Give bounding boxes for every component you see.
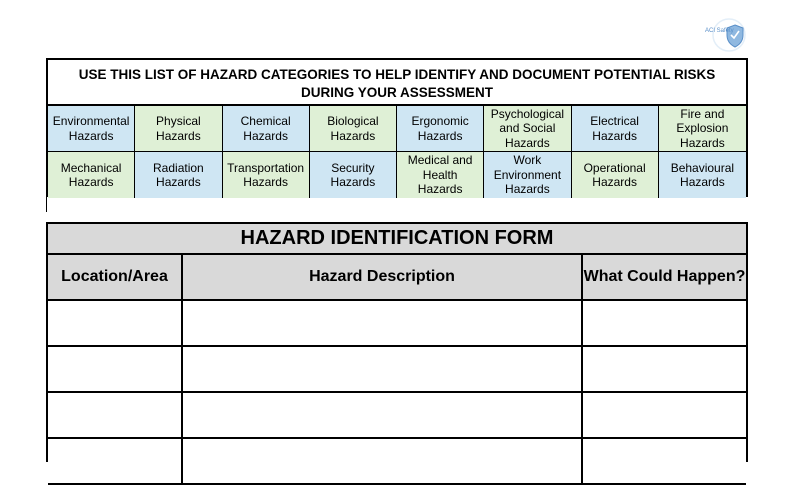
category-cell: Electrical Hazards (572, 106, 659, 152)
category-cell: Fire and Explosion Hazards (659, 106, 746, 152)
category-cell: Radiation Hazards (135, 152, 222, 198)
column-header-location: Location/Area (48, 255, 183, 299)
location-cell[interactable] (48, 347, 183, 391)
category-cell: Biological Hazards (310, 106, 397, 152)
categories-grid (48, 104, 746, 199)
category-cell: Chemical Hazards (223, 106, 310, 152)
location-cell[interactable] (48, 301, 183, 345)
divider (46, 197, 47, 212)
form-row (48, 393, 746, 439)
hazard-categories-table (46, 58, 748, 197)
column-header-what-could-happen: What Could Happen? (583, 268, 746, 285)
location-cell[interactable] (48, 393, 183, 437)
logo-text: ACI Safety (705, 28, 734, 34)
what-could-happen-cell[interactable] (583, 439, 746, 483)
form-row (48, 301, 746, 347)
category-cell: Environmental Hazards (48, 106, 135, 152)
category-cell: Operational Hazards (572, 152, 659, 198)
what-could-happen-cell[interactable] (583, 347, 746, 391)
form-row (48, 347, 746, 393)
what-could-happen-cell[interactable] (583, 301, 746, 345)
category-cell: Physical Hazards (135, 106, 222, 152)
form-row (48, 439, 746, 485)
hazard-description-cell[interactable] (183, 301, 583, 345)
category-cell: Psychological and Social Hazards (484, 106, 571, 152)
location-cell[interactable] (48, 439, 183, 483)
company-logo (703, 18, 747, 52)
hazard-description-cell[interactable] (183, 393, 583, 437)
what-could-happen-cell[interactable] (583, 393, 746, 437)
category-cell: Ergonomic Hazards (397, 106, 484, 152)
category-cell: Transportation Hazards (223, 152, 310, 198)
category-cell: Security Hazards (310, 152, 397, 198)
category-cell: Mechanical Hazards (48, 152, 135, 198)
hazard-description-cell[interactable] (183, 347, 583, 391)
category-cell: Behavioural Hazards (659, 152, 746, 198)
category-cell: Medical and Health Hazards (397, 152, 484, 198)
hazard-description-cell[interactable] (183, 439, 583, 483)
hazard-identification-form (46, 222, 748, 462)
shield-logo-icon (703, 18, 747, 52)
form-header-row (48, 255, 746, 301)
categories-title: USE THIS LIST OF HAZARD CATEGORIES TO HELP IDENTIFY AND DOCUMENT POTENTIAL RISKS DURING YOUR ASSESSMENT (78, 67, 716, 100)
form-title: HAZARD IDENTIFICATION FORM (48, 224, 746, 255)
category-cell: Work Environment Hazards (484, 152, 571, 198)
column-header-hazard-description: Hazard Description (183, 255, 583, 299)
